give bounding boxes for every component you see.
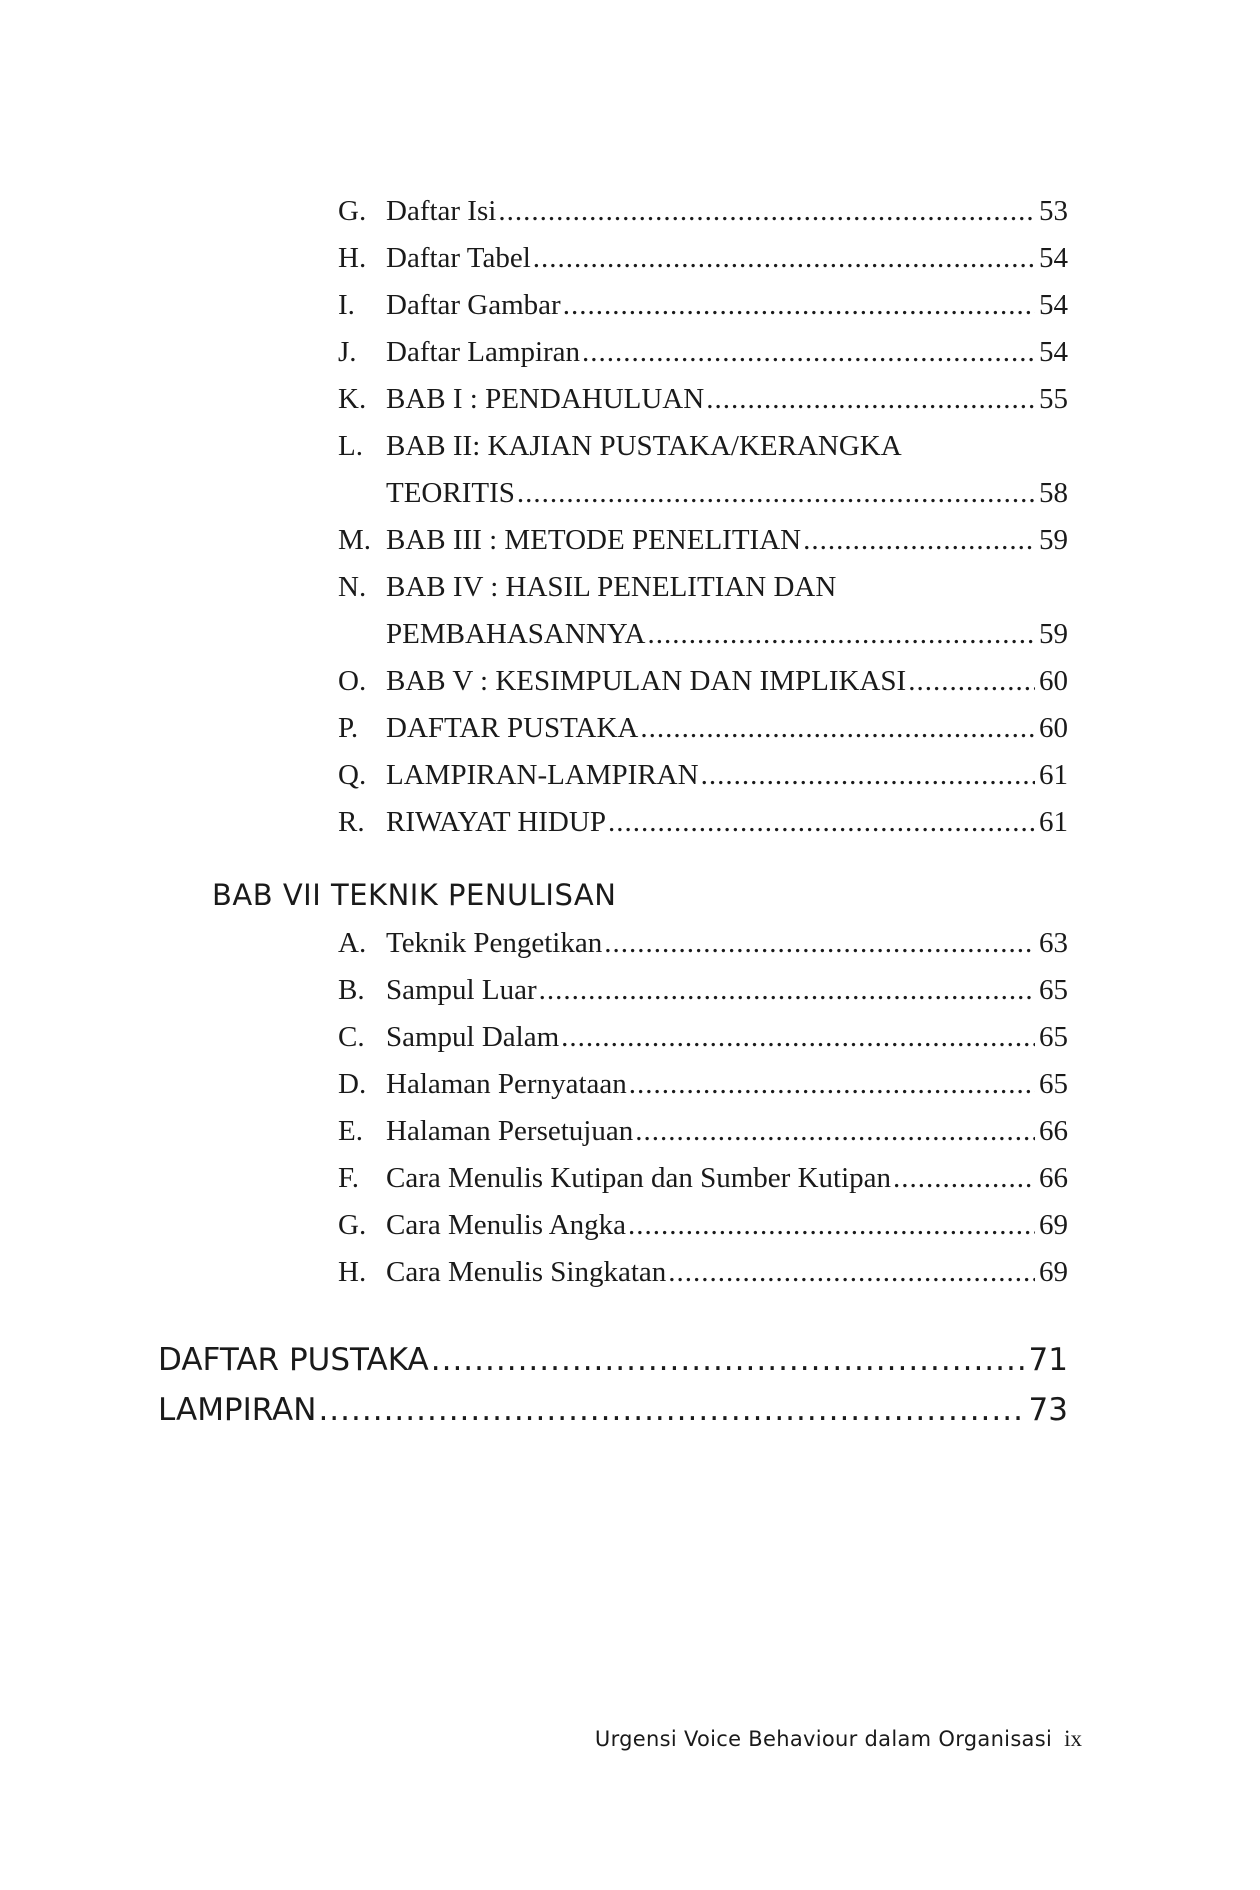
dot-leader	[561, 1014, 1035, 1061]
toc-entry-title: LAMPIRAN-LAMPIRAN	[386, 759, 699, 791]
toc-entry-letter: C.	[338, 1021, 365, 1053]
toc-entry-letter: F.	[338, 1162, 360, 1194]
toc-entry[interactable]	[338, 1202, 1068, 1249]
toc-entry-letter: D.	[338, 1068, 367, 1100]
toc-entry-letter: B.	[338, 974, 365, 1006]
toc-entry-letter: M.	[338, 524, 372, 556]
toc-entry[interactable]	[338, 282, 1068, 329]
toc-entry[interactable]	[338, 423, 1068, 517]
dot-leader	[628, 1202, 1035, 1249]
toc-entry-letter: A.	[338, 927, 367, 959]
toc-entry-page: 58	[1039, 477, 1068, 509]
toc-entry[interactable]	[338, 752, 1068, 799]
toc-section-chapter7	[338, 920, 1068, 1296]
dot-leader	[893, 1155, 1035, 1202]
toc-back-entry-page: 71	[1028, 1342, 1068, 1378]
toc-entry-letter: Q.	[338, 759, 367, 791]
toc-entry-page: 54	[1039, 336, 1068, 368]
footer-page-number: ix	[1064, 1726, 1082, 1751]
toc-entry-page: 65	[1039, 1021, 1068, 1053]
toc-entry-letter: O.	[338, 665, 367, 697]
toc-entry-page: 59	[1039, 618, 1068, 650]
toc-entry-page: 54	[1039, 289, 1068, 321]
toc-entry-letter: K.	[338, 383, 367, 415]
toc-entry[interactable]	[338, 564, 1068, 658]
toc-entry-title: Daftar Tabel	[386, 242, 531, 274]
dot-leader	[647, 611, 1035, 658]
toc-entry-letter: P.	[338, 712, 359, 744]
toc-entry[interactable]	[338, 517, 1068, 564]
dot-leader	[604, 920, 1035, 967]
dot-leader	[539, 967, 1035, 1014]
dot-leader	[908, 658, 1035, 705]
dot-leader	[533, 235, 1035, 282]
toc-entry-letter: I.	[338, 289, 355, 321]
toc-back-entry[interactable]	[158, 1335, 1068, 1385]
toc-entry-letter: J.	[338, 336, 357, 368]
dot-leader	[431, 1335, 1025, 1385]
dot-leader	[803, 517, 1035, 564]
toc-back-matter	[158, 1335, 1068, 1435]
toc-entry-letter: H.	[338, 242, 367, 274]
dot-leader	[582, 329, 1035, 376]
toc-entry-letter: L.	[338, 430, 363, 462]
toc-back-entry-title: DAFTAR PUSTAKA	[158, 1342, 429, 1378]
chapter-heading[interactable]: BAB VII TEKNIK PENULISAN	[212, 878, 617, 912]
toc-entry-title-line2: PEMBAHASANNYA	[386, 618, 646, 650]
toc-entry-title: Sampul Dalam	[386, 1021, 560, 1053]
toc-entry-letter: G.	[338, 1209, 367, 1241]
toc-entry[interactable]	[338, 1061, 1068, 1108]
toc-entry-page: 61	[1039, 759, 1068, 791]
dot-leader	[608, 799, 1035, 846]
toc-entry-title-line1: BAB IV : HASIL PENELITIAN DAN	[386, 571, 837, 603]
toc-entry-title: BAB V : KESIMPULAN DAN IMPLIKASI	[386, 665, 907, 697]
toc-entry-letter: H.	[338, 1256, 367, 1288]
toc-entry-title: Cara Menulis Singkatan	[386, 1256, 667, 1288]
toc-section-continued	[338, 188, 1068, 846]
toc-entry-page: 60	[1039, 665, 1068, 697]
toc-entry-page: 60	[1039, 712, 1068, 744]
toc-entry[interactable]	[338, 1249, 1068, 1296]
dot-leader	[668, 1249, 1035, 1296]
dot-leader	[629, 1061, 1035, 1108]
toc-entry-title: Daftar Lampiran	[386, 336, 581, 368]
toc-entry[interactable]	[338, 967, 1068, 1014]
toc-entry-letter: R.	[338, 806, 365, 838]
toc-entry-page: 59	[1039, 524, 1068, 556]
dot-leader	[635, 1108, 1035, 1155]
toc-entry-title: RIWAYAT HIDUP	[386, 806, 606, 838]
toc-entry[interactable]	[338, 1108, 1068, 1155]
toc-entry-title: Teknik Pengetikan	[386, 927, 603, 959]
toc-entry-letter: G.	[338, 195, 367, 227]
toc-entry-title: Halaman Persetujuan	[386, 1115, 634, 1147]
toc-entry[interactable]	[338, 920, 1068, 967]
dot-leader	[517, 470, 1035, 517]
toc-entry-page: 61	[1039, 806, 1068, 838]
toc-entry-page: 63	[1039, 927, 1068, 959]
toc-entry[interactable]	[338, 705, 1068, 752]
dot-leader	[706, 376, 1035, 423]
toc-back-entry-page: 73	[1028, 1392, 1068, 1428]
toc-entry-letter: N.	[338, 571, 367, 603]
toc-entry-title: Cara Menulis Angka	[386, 1209, 627, 1241]
toc-entry-letter: E.	[338, 1115, 363, 1147]
toc-entry-page: 66	[1039, 1162, 1068, 1194]
toc-entry[interactable]	[338, 1155, 1068, 1202]
toc-entry-title: BAB III : METODE PENELITIAN	[386, 524, 802, 556]
toc-entry[interactable]	[338, 235, 1068, 282]
dot-leader	[563, 282, 1035, 329]
toc-entry-title: Sampul Luar	[386, 974, 537, 1006]
toc-back-entry[interactable]	[158, 1385, 1068, 1435]
dot-leader	[640, 705, 1035, 752]
toc-entry-page: 66	[1039, 1115, 1068, 1147]
toc-entry-title: Daftar Isi	[386, 195, 497, 227]
dot-leader	[318, 1385, 1024, 1435]
toc-entry-title: DAFTAR PUSTAKA	[386, 712, 639, 744]
toc-entry[interactable]	[338, 188, 1068, 235]
toc-entry-page: 69	[1039, 1256, 1068, 1288]
toc-entry-title-line2: TEORITIS	[386, 477, 515, 509]
toc-entry-title: Halaman Pernyataan	[386, 1068, 627, 1100]
dot-leader	[498, 188, 1035, 235]
toc-entry-title: Cara Menulis Kutipan dan Sumber Kutipan	[386, 1162, 891, 1194]
footer-book-title: Urgensi Voice Behaviour dalam Organisasi	[594, 1727, 1053, 1751]
toc-entry[interactable]	[338, 329, 1068, 376]
toc-entry-page: 54	[1039, 242, 1068, 274]
toc-entry-page: 55	[1039, 383, 1068, 415]
toc-entry-page: 65	[1039, 1068, 1068, 1100]
toc-entry-title-line1: BAB II: KAJIAN PUSTAKA/KERANGKA	[386, 430, 902, 462]
toc-back-entry-title: LAMPIRAN	[158, 1392, 317, 1428]
toc-entry-page: 65	[1039, 974, 1068, 1006]
toc-entry[interactable]	[338, 658, 1068, 705]
toc-entry-title: Daftar Gambar	[386, 289, 561, 321]
dot-leader	[701, 752, 1035, 799]
toc-entry-title: BAB I : PENDAHULUAN	[386, 383, 705, 415]
toc-entry[interactable]	[338, 1014, 1068, 1061]
toc-entry[interactable]	[338, 799, 1068, 846]
toc-entry[interactable]	[338, 376, 1068, 423]
page-footer	[595, 1726, 1082, 1752]
toc-entry-page: 53	[1039, 195, 1068, 227]
toc-entry-page: 69	[1039, 1209, 1068, 1241]
